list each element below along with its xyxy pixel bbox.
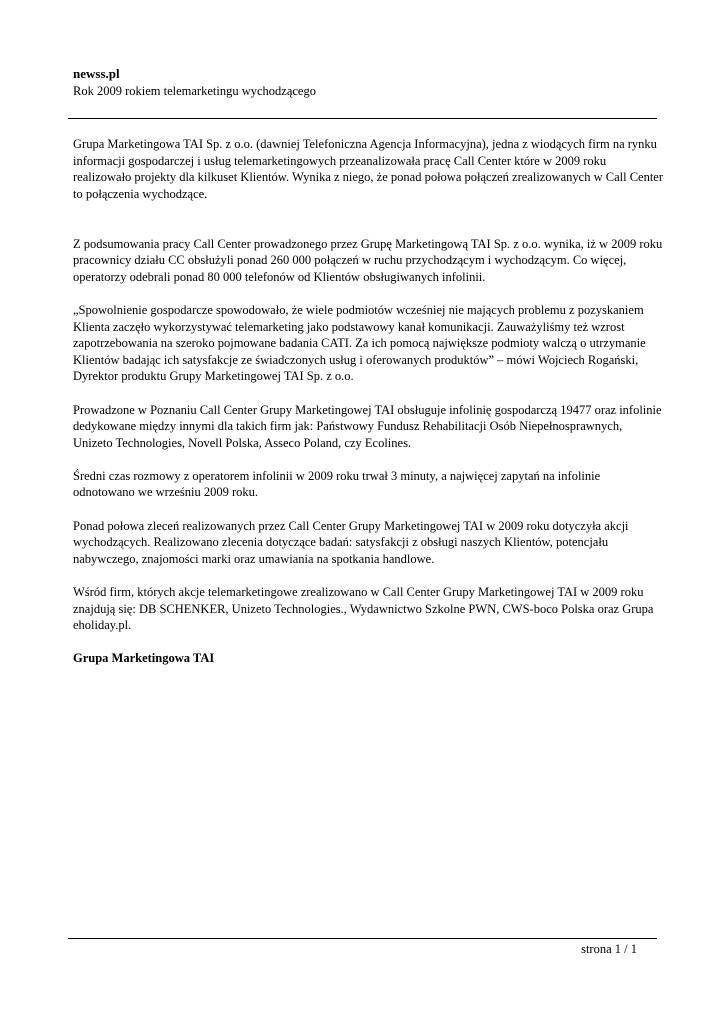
article-body <box>73 136 663 684</box>
article-paragraph: Wśród firm, których akcje telemarketingowe zrealizowano w Call Center Grupy Marketingowej TAI w 2009 roku znajdują się: DB SCHENKER, Unizeto Technologies., Wydawnictwo Szkolne PWN, CWS-boco Polska oraz Grupa eholiday.pl. <box>73 585 654 633</box>
header-divider <box>68 118 657 119</box>
article-paragraph: Prowadzone w Poznaniu Call Center Grupy Marketingowej TAI obsługuje infolinię gospodarczą 19477 oraz infolinie dedykowane między innymi dla takich firm jak: Państwowy Fundusz Rehabilitacji Osób Niepełnosprawnych, Unizeto Technologies, Novell Polska, Asseco Poland, czy Ecolines. <box>73 402 662 450</box>
page-number: strona 1 / 1 <box>581 942 637 956</box>
article-signature: Grupa Marketingowa TAI <box>73 651 215 666</box>
article-paragraph: Ponad połowa zleceń realizowanych przez Call Center Grupy Marketingowej TAI w 2009 roku dotyczyła akcji wychodzących. Realizowano zlecenia dotyczące badań: satysfakcji z obsługi naszych Klientów, potencjału nabywczego, znajomości marki oraz umawiania na spotkania handlowe. <box>73 518 629 566</box>
article-quote: „Spowolnienie gospodarcze spowodowało, że wiele podmiotów wcześniej nie mających problemu z pozyskaniem Klienta zaczęło wykorzystywać telemarketing jako podstawowy kanał komunikacji. Zauważyliśmy też wzrost zapotrzebowania na szeroko pojmowane badania CATI. Za ich pomocą największe podmioty walczą o utrzymanie Klientów badając ich satysfakcje ze świadczonych usług i oferowanych produktów” – mówi Wojciech Rogański, Dyrektor produktu Grupy Marketingowej TAI Sp. z o.o. <box>73 302 646 384</box>
article-paragraph: Średni czas rozmowy z operatorem infolinii w 2009 roku trwał 3 minuty, a najwięcej zapytań na infolinie odnotowano we wrześniu 2009 roku. <box>73 468 601 500</box>
site-name: newss.pl <box>73 66 120 81</box>
footer-divider <box>68 938 657 939</box>
article-title: Rok 2009 rokiem telemarketingu wychodzącego <box>73 84 316 98</box>
article-paragraph: Z podsumowania pracy Call Center prowadzonego przez Grupę Marketingową TAI Sp. z o.o. wynika, iż w 2009 roku pracownicy działu CC obsłużyli ponad 260 000 połączeń w ruchu przychodzącym i wychodzącym. Co więcej, operatorzy odebrali ponad 80 000 telefonów od Klientów obsługiwanych infolinii. <box>73 236 663 284</box>
article-paragraph: Grupa Marketingowa TAI Sp. z o.o. (dawniej Telefoniczna Agencja Informacyjna), jedna z wiodących firm na rynku informacji gospodarczej i usług telemarketingowych przeanalizowała pracę Call Center które w 2009 roku realizowało projekty dla kilkuset Klientów. Wynika z niego, że ponad połowa połączeń zrealizowanych w Call Center to połączenia wychodzące. <box>73 137 664 201</box>
